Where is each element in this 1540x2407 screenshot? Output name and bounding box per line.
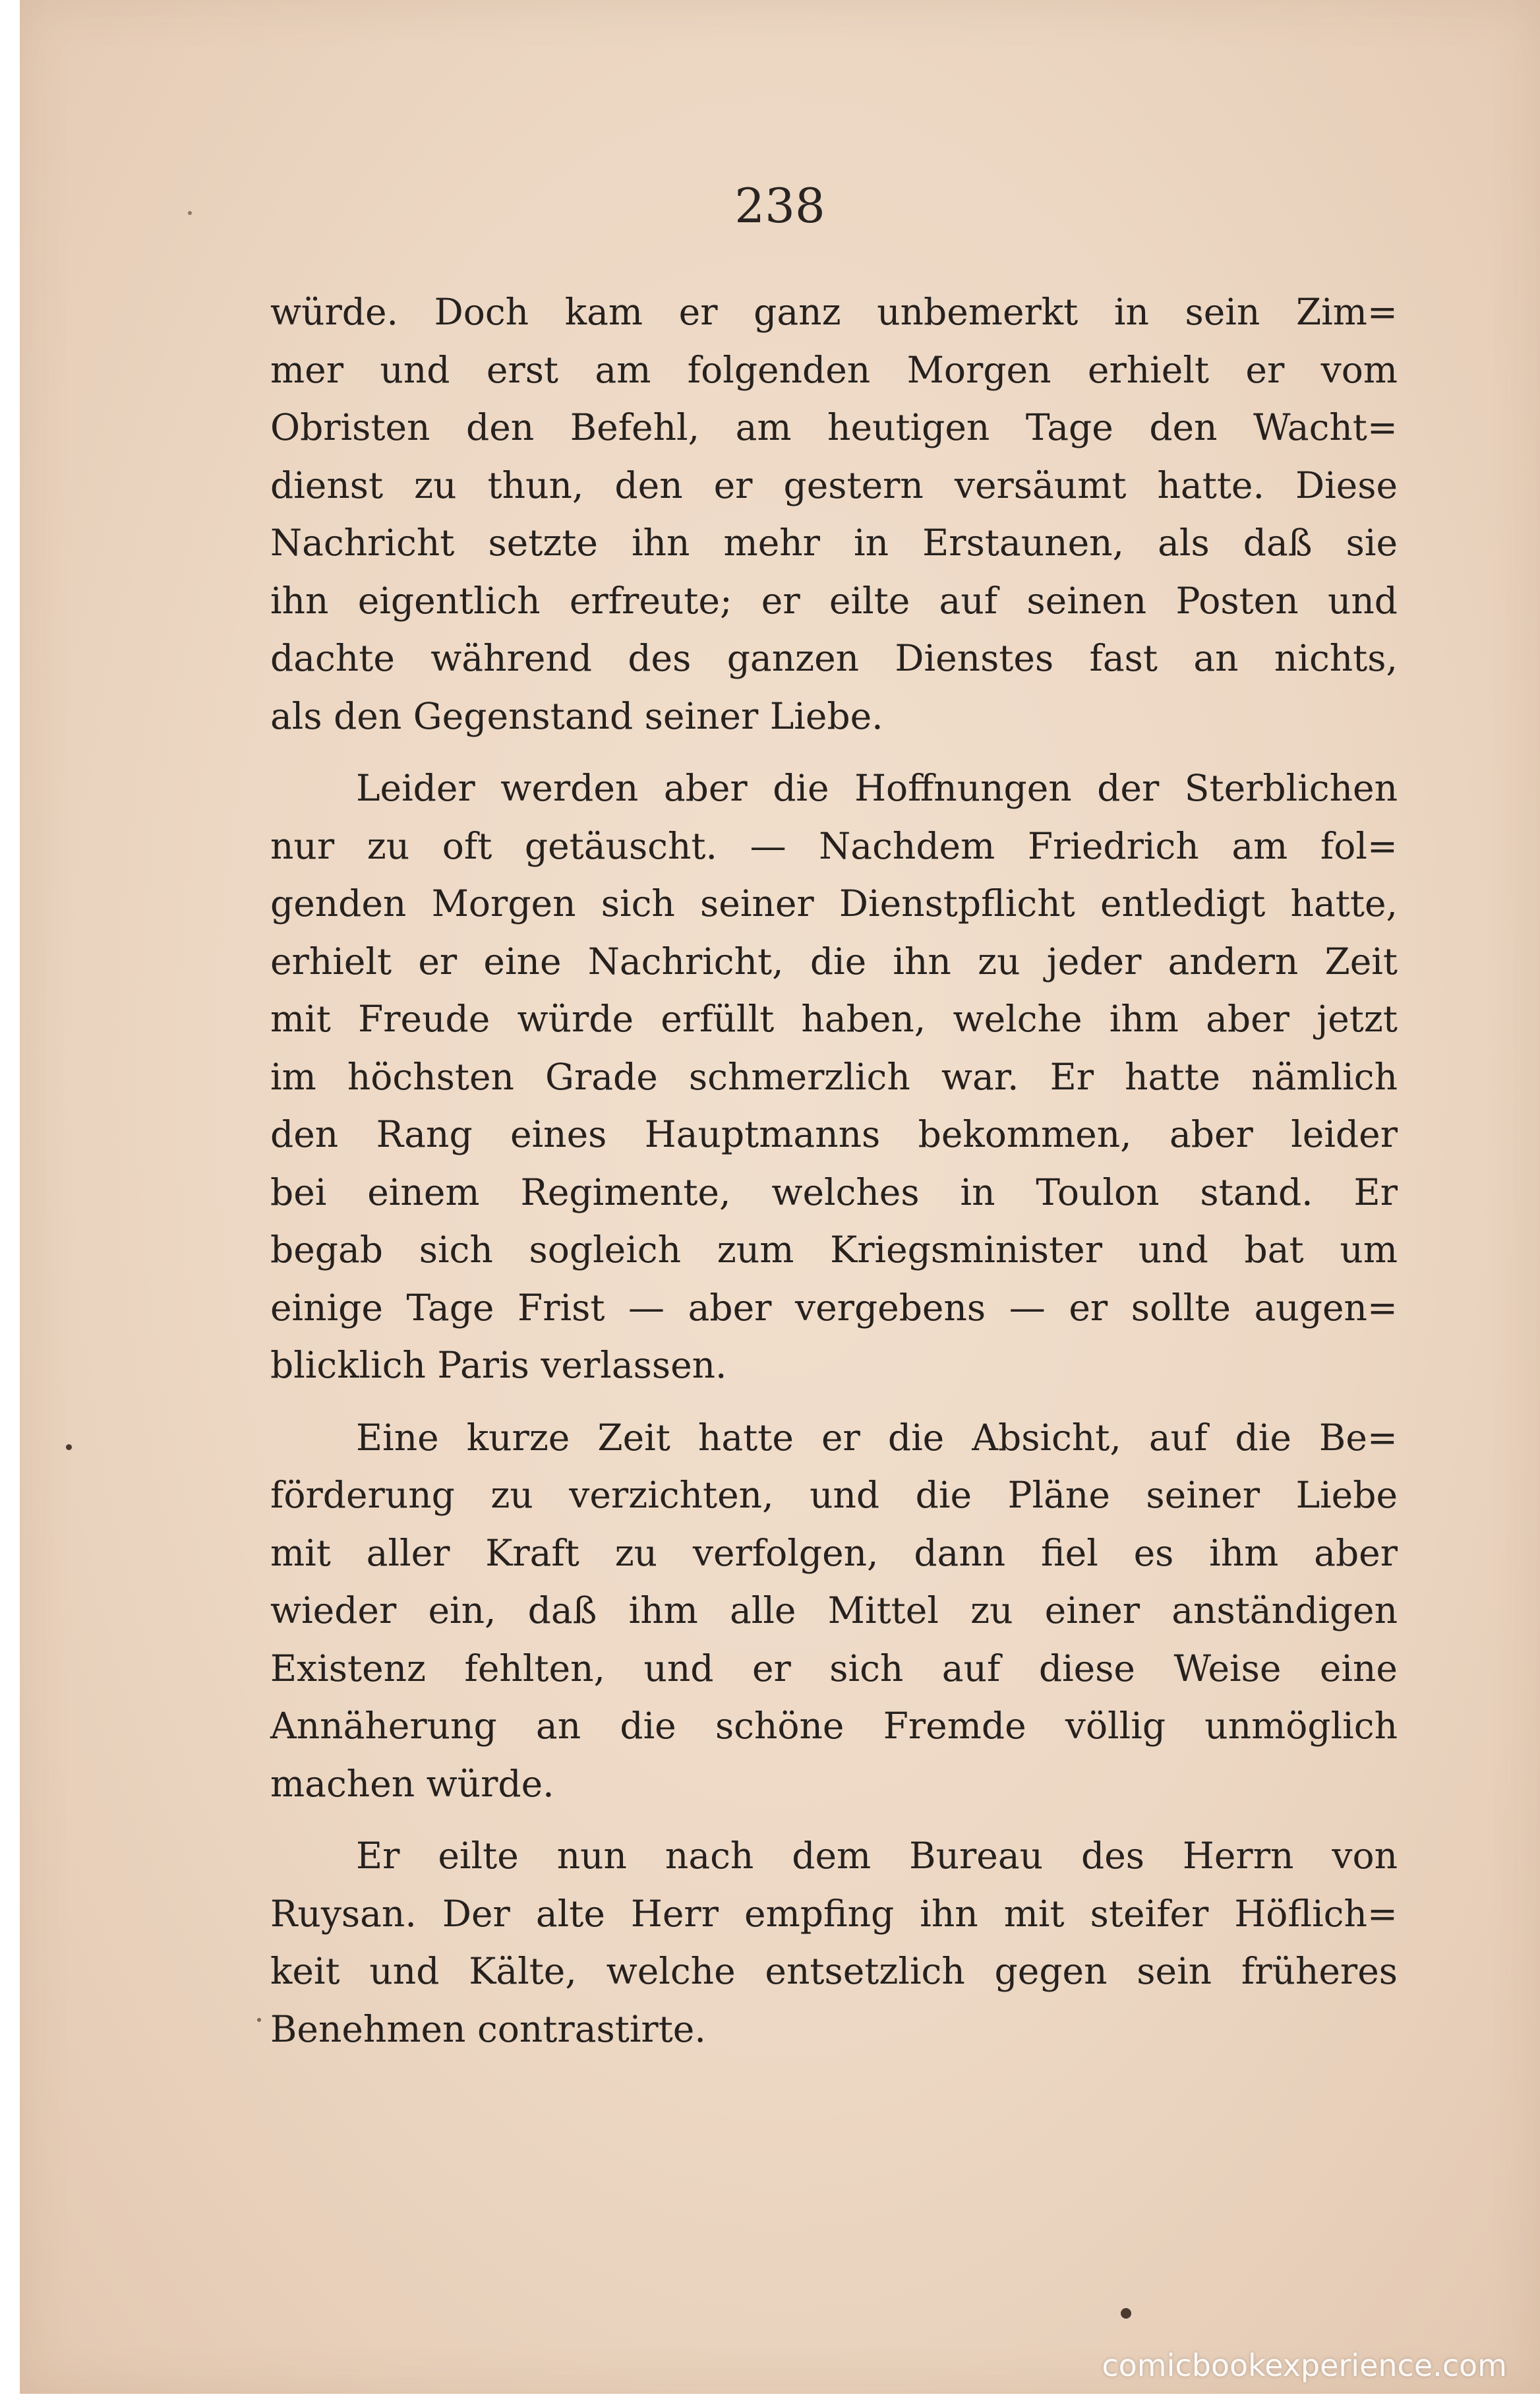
text-line: Obristen den Befehl, am heutigen Tage den Wacht=: [270, 406, 1398, 448]
text-line: förderung zu verzichten, und die Pläne seiner Liebe: [270, 1474, 1398, 1516]
text-line: genden Morgen sich seiner Dienstpflicht entledigt hatte,: [270, 882, 1398, 925]
text-line: einige Tage Frist — aber vergebens — er sollte augen=: [270, 1286, 1398, 1329]
text-line: ihn eigentlich erfreute; er eilte auf seinen Posten und: [270, 579, 1398, 622]
book-page: [20, 0, 1540, 2394]
text-line: keit und Kälte, welche entsetzlich gegen sein früheres: [270, 1950, 1398, 1992]
paragraph: [270, 284, 1398, 745]
text-line: mer und erst am folgenden Morgen erhielt er vom: [270, 348, 1398, 391]
paragraph: [270, 1827, 1398, 2058]
page-number: 238: [734, 178, 825, 233]
text-line: nur zu oft getäuscht. — Nachdem Friedrich am fol=: [270, 824, 1398, 867]
text-line: Annäherung an die schöne Fremde völlig unmöglich: [270, 1705, 1398, 1747]
text-line: bei einem Regimente, welches in Toulon stand. Er: [270, 1171, 1398, 1213]
text-line: im höchsten Grade schmerzlich war. Er hatte nämlich: [270, 1055, 1398, 1098]
text-line: Leider werden aber die Hoffnungen der Sterblichen: [356, 767, 1398, 809]
text-line: blicklich Paris verlassen.: [270, 1344, 727, 1386]
text-line: dienst zu thun, den er gestern versäumt hatte. Diese: [270, 464, 1398, 506]
text-line: Er eilte nun nach dem Bureau des Herrn von: [356, 1835, 1398, 1877]
ink-speck: [188, 211, 192, 215]
text-line: erhielt er eine Nachricht, die ihn zu jeder andern Zeit: [270, 940, 1398, 983]
watermark-text: comicbookexperience.com: [1102, 2348, 1507, 2383]
text-line: den Rang eines Hauptmanns bekommen, aber leider: [270, 1113, 1398, 1155]
text-line: Eine kurze Zeit hatte er die Absicht, auf die Be=: [356, 1416, 1398, 1459]
ink-speck: [257, 2018, 261, 2022]
text-line: begab sich sogleich zum Kriegsminister und bat um: [270, 1229, 1398, 1271]
text-line: wieder ein, daß ihm alle Mittel zu einer anständigen: [270, 1589, 1398, 1631]
text-line: Benehmen contrastirte.: [270, 2007, 706, 2050]
text-line: mit aller Kraft zu verfolgen, dann fiel es ihm aber: [270, 1531, 1398, 1574]
text-line: mit Freude würde erfüllt haben, welche ihm aber jetzt: [270, 998, 1398, 1040]
paragraph: [270, 1409, 1398, 1813]
text-line: würde. Doch kam er ganz unbemerkt in sein Zim=: [270, 291, 1398, 333]
ink-speck: [1121, 2308, 1131, 2319]
text-line: machen würde.: [270, 1762, 554, 1805]
text-line: Ruysan. Der alte Herr empfing ihn mit steifer Höflich=: [270, 1892, 1398, 1935]
text-line: als den Gegenstand seiner Liebe.: [270, 694, 883, 737]
ink-speck: [66, 1444, 72, 1450]
text-line: Nachricht setzte ihn mehr in Erstaunen, als daß sie: [270, 522, 1398, 564]
text-line: Existenz fehlten, und er sich auf diese Weise eine: [270, 1647, 1398, 1690]
paragraph: [270, 760, 1398, 1395]
text-line: dachte während des ganzen Dienstes fast an nichts,: [270, 637, 1398, 679]
body-text: [270, 284, 1398, 2073]
